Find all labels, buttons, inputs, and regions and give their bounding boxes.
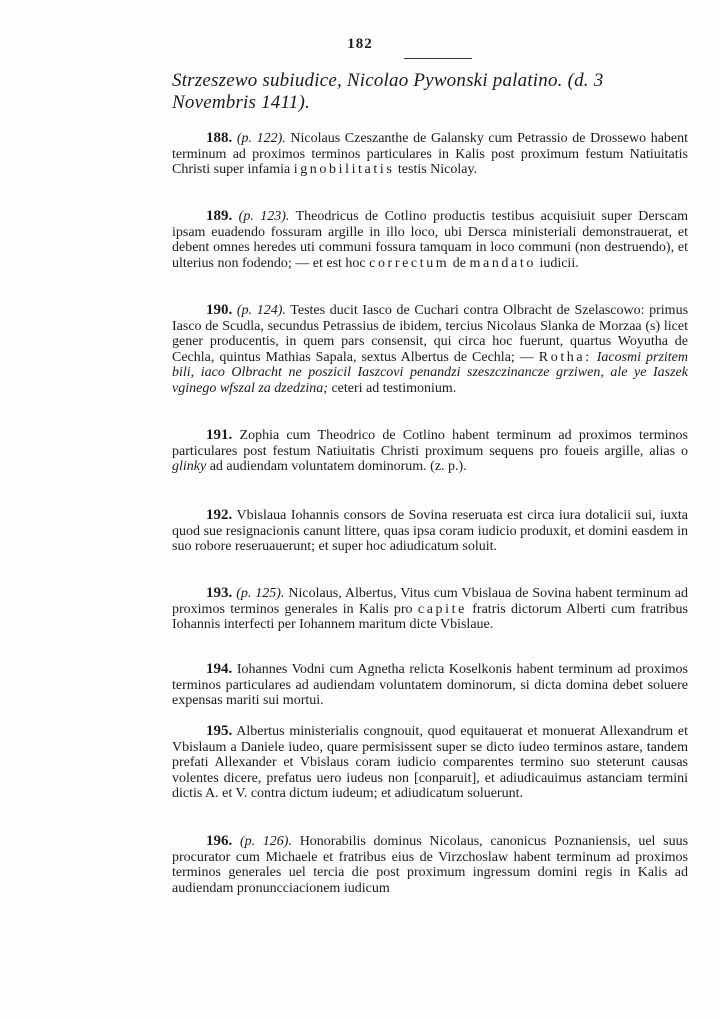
entry-text: Zophia cum Theodrico de Cotlino habent terminum ad proximos terminos particulares post festum Natiuitatis Christi proximum sequens pro foueis argille, alias o	[172, 428, 688, 459]
entry-188	[172, 131, 688, 178]
entry-number: 188.	[206, 130, 233, 146]
entry-text: testis Nicolay.	[397, 162, 478, 178]
entry-192	[172, 508, 688, 555]
entry-text: iudicii.	[539, 255, 579, 271]
entry-text: Iohannes Vodni cum Agnetha relicta Koselkonis habent terminum ad proximos terminos particulares ad audiendam voluntatem dominorum, si dicta domina debet soluere expensas mariti sui mortui.	[172, 662, 689, 709]
vernacular-quote: Iacosmi przitem bili, iaco Olbracht ne poszicil Iaszcovi penandzi szeszczinancze grziwen, ale ye Iaszek vginego wfszal za dzedzina;	[172, 349, 689, 396]
entry-text: Nicolaus Czeszanthe de Galansky cum Petrassio de Drossewo habent terminum ad proximos terminos particulares in Kalis post proximum festum Natiuitatis Christi super infamia	[172, 131, 689, 178]
entry-number: 195.	[206, 723, 233, 739]
page-reference: (p. 125).	[236, 586, 285, 601]
entry-190	[172, 303, 688, 397]
entry-text: ceteri ad testimonium.	[331, 380, 457, 396]
entry-text: Honorabilis dominus Nicolaus, canonicus Poznaniensis, uel suus procurator cum Michaele et fratribus eius de Virzchoslaw habent terminum ad proximos terminos generales uel tercia die post proximum ingressum domini regis in Kalis ad audiendam pronuncciacionem iudicum	[172, 834, 689, 896]
page-reference: (p. 126).	[239, 834, 292, 849]
entry-number: 193.	[206, 585, 233, 601]
entry-text: fratris dictorum Alberti cum fratribus Iohannis interfecti per Iohannem maritum dicte Vbislaue.	[172, 601, 689, 633]
entry-195	[172, 724, 688, 802]
entry-text: ad audiendam voluntatem dominorum. (z. p.).	[209, 459, 467, 475]
entry-number: 192.	[206, 507, 233, 523]
entry-text: Albertus ministerialis congnouit, quod equitauerat et monuerat Allexandrum et Vbislaum a Daniele iudeo, quare permisissent super se dicto iudeo terminos astare, tandem prefati Allexander et Vbislaus coram iudicio comparentes termino suo steterunt causas volentes dicere, prefatus uero iudeus non [conparuit], et adiudicauimus astanciam termini dictis A. et V. contra dictum iudeum; et adiudicatum soluerunt.	[172, 724, 689, 802]
entry-number: 190.	[206, 302, 233, 318]
spaced-word: ignobilitatis	[293, 162, 395, 178]
entry-number: 196.	[206, 833, 233, 849]
entry-191	[172, 428, 688, 475]
entry-text: Testes ducit Iasco de Cuchari contra Olbracht de Szelascowo: primus Iasco de Scudla, secundus Petrassius de ibidem, tercius Nicolaus Slanka de Morzaa (s) licet gener producentis, in quem pars consensit, qui circa hoc fuerunt, quartus Woyutha de Cechla, quintus Mathias Sapala, sextus Albertus de Cechla; —	[172, 303, 689, 365]
entry-number: 194.	[206, 661, 233, 677]
entry-196	[172, 834, 688, 896]
section-heading: Strzeszewo subiudice, Nicolao Pywonski palatino. (d. 3 Novembris 1411).	[172, 70, 604, 113]
page-number-rule	[404, 58, 472, 59]
spaced-word: capite	[417, 601, 467, 617]
entry-189	[172, 209, 688, 271]
entry-text: Theodricus de Cotlino productis testibus acquisiuit super Derscam ipsam euadendo fossuram argille in illo loco, ubi Dersca ministeriali demonstrauerat, et debent omnes heredes uti communi fossura tamquam in loco communi (non destruendo), et ulterius non fodendo; — et est hoc	[172, 209, 689, 271]
entry-text: de	[452, 255, 467, 271]
page-number: 182	[347, 36, 373, 52]
entry-193	[172, 586, 688, 633]
entry-text: Vbislaua Iohannis consors de Sovina reseruata est circa iura dotalicii sui, iuxta quod sue resignacionis canunt littere, quas ipsa coram iudicio produxit, et domini easdem in suo robore reseruauerunt; et super hoc adiudicatum soluit.	[172, 508, 688, 555]
spaced-word: correctum	[369, 255, 450, 271]
page-reference: (p. 122).	[236, 131, 286, 146]
page-reference: (p. 123).	[238, 209, 290, 224]
spaced-word: Rotha:	[538, 349, 592, 365]
vernacular-word: glinky	[172, 459, 207, 475]
entry-text: Nicolaus, Albertus, Vitus cum Vbislaua de Sovina habent terminum ad proximos terminos generales in Kalis pro	[172, 586, 689, 617]
entry-194	[172, 662, 688, 709]
spaced-word: mandato	[469, 255, 536, 271]
entry-number: 191.	[206, 427, 233, 443]
page-reference: (p. 124).	[236, 303, 286, 318]
entry-number: 189.	[206, 208, 233, 224]
